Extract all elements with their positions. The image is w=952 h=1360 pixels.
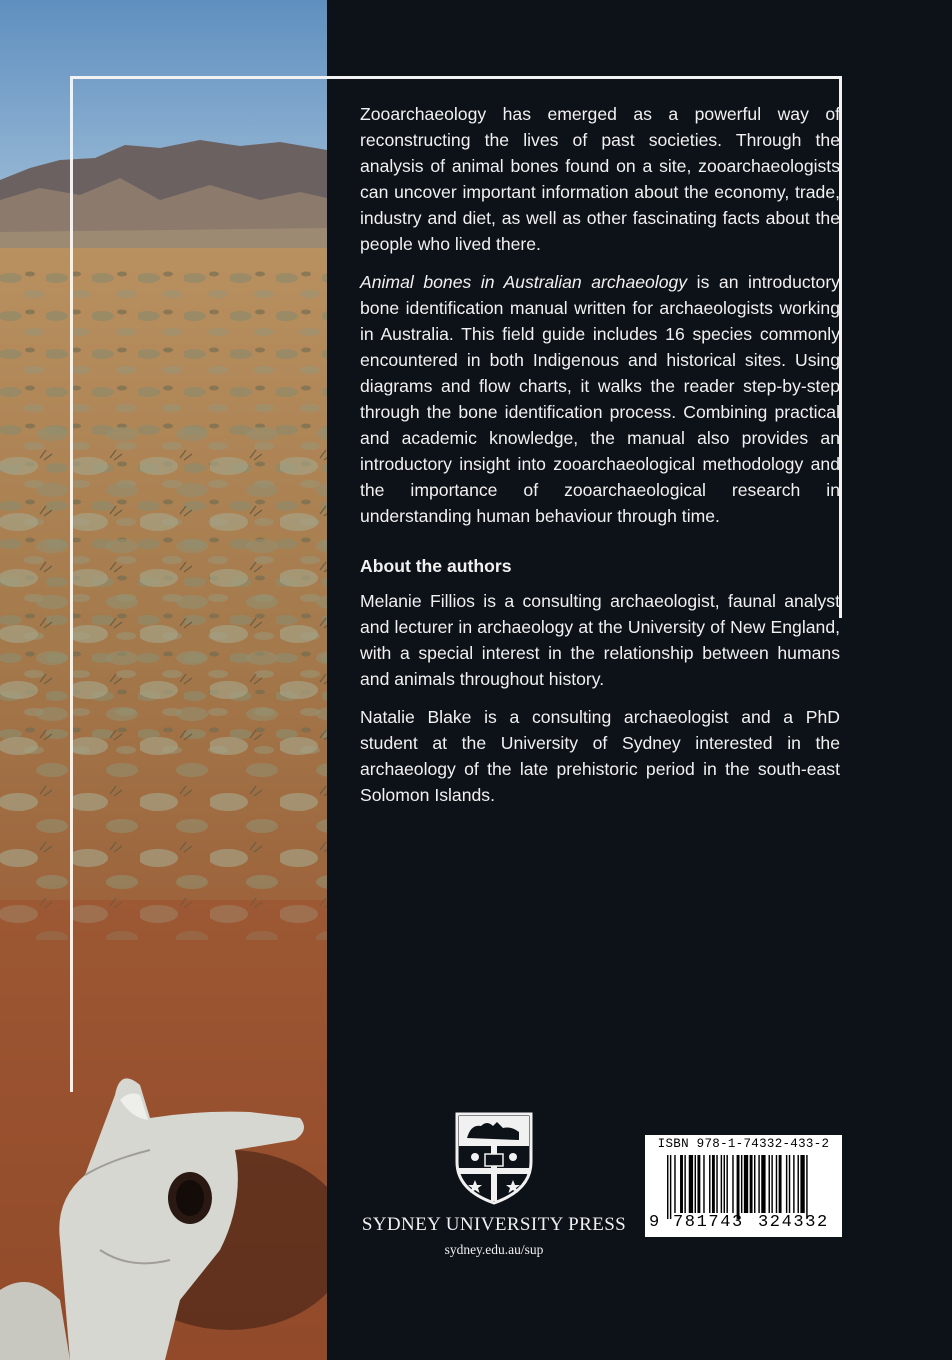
barcode-bar [793, 1155, 794, 1213]
publisher-name: SYDNEY UNIVERSITY PRESS [361, 1214, 627, 1235]
barcode-bar [779, 1155, 782, 1213]
barcode-bar [744, 1155, 748, 1213]
barcode-group-2: 324332 [758, 1213, 829, 1232]
barcode-bar [712, 1155, 715, 1213]
frame-line-top [70, 76, 842, 79]
intro-paragraph-2-rest: is an introductory bone identification manual written for archaeologists working in Australia. This field guide includes 16 species commonly encountered in both Indigenous and historical sites. Using diagrams and flow charts, it walks the reader step-by-step through the bone identification process. Combining practical and academic knowledge, the manual also provides an introductory insight into zooarchaeological methodology and the importance of zooarchaeological research in understanding human behaviour through time. [360, 272, 840, 526]
barcode-bar [670, 1155, 671, 1219]
barcode-bar [758, 1155, 759, 1213]
barcode-bar [741, 1155, 742, 1213]
publisher-block [356, 1110, 632, 1258]
author-bio-1: Melanie Fillios is a consulting archaeologist, faunal analyst and lecturer in archaeology at the University of New England, with a special interest in the relationship between humans and animals throughout history. [360, 591, 840, 689]
barcode-bar [721, 1155, 722, 1213]
barcode-bar [798, 1155, 799, 1213]
barcode-bar [769, 1155, 770, 1213]
author-bio-2: Natalie Blake is a consulting archaeologist and a PhD student at the University of Sydney interested in the archaeology of the late prehistoric period in the south-east Solomon Islands. [360, 707, 840, 805]
book-title: Animal bones in Australian archaeology [360, 272, 688, 292]
barcode-bar [771, 1155, 772, 1213]
barcode-bar [732, 1155, 733, 1213]
barcode-bar [789, 1155, 790, 1213]
barcode-bar [709, 1155, 710, 1213]
intro-paragraph-1: Zooarchaeology has emerged as a powerful way of reconstructing the lives of past societies. Through the analysis of animal bones found on a site, zooarchaeologists can uncover important information about the economy, trade, industry and diet, as well as other fascinating facts about the people who lived there. [360, 104, 840, 254]
barcode-bar [697, 1155, 700, 1213]
university-crest-icon [449, 1110, 539, 1206]
cover-photo-outback-skull [0, 0, 327, 1360]
barcode-bar [726, 1155, 727, 1213]
barcode-bar [703, 1155, 704, 1213]
barcode-bar [806, 1155, 807, 1219]
barcode-bar [674, 1155, 675, 1213]
barcode-bar [689, 1155, 693, 1213]
barcode-group-1: 781743 [673, 1213, 744, 1232]
barcode-bar [716, 1155, 717, 1213]
publisher-url: sydney.edu.au/sup [444, 1242, 544, 1257]
barcode-first-digit: 9 [649, 1213, 660, 1232]
barcode-bar [800, 1155, 804, 1213]
frame-line-left [70, 76, 73, 1092]
barcode-bar [695, 1155, 696, 1213]
barcode-bar [754, 1155, 755, 1213]
barcode-bar [724, 1155, 725, 1213]
intro-paragraph-2 [360, 269, 840, 529]
barcode-bar [761, 1155, 765, 1213]
isbn-label: ISBN 978-1-74332-433-2 [657, 1137, 830, 1151]
barcode-bar [680, 1155, 683, 1213]
blurb-text-column [360, 101, 840, 808]
barcode-bar [786, 1155, 787, 1213]
isbn-barcode [645, 1135, 842, 1237]
barcode-bar [737, 1155, 740, 1219]
barcode-bar [667, 1155, 668, 1219]
barcode-bar [776, 1155, 777, 1213]
barcode-bar [750, 1155, 753, 1213]
barcode-bar [684, 1155, 685, 1213]
authors-heading: About the authors [360, 556, 512, 576]
